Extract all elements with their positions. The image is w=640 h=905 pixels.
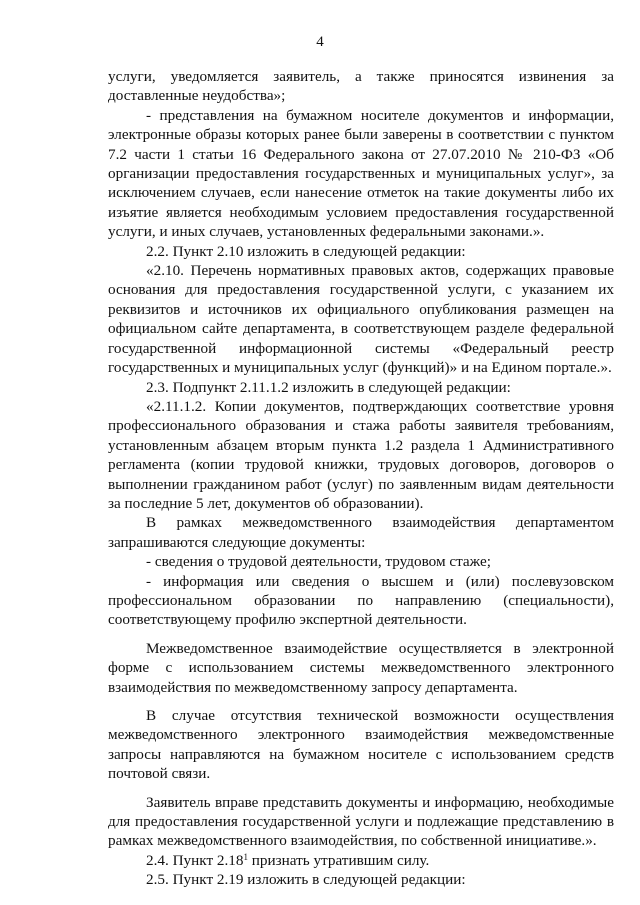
paragraph-electronic-interaction: Межведомственное взаимодействие осуществляется в электронной форме с использованием системы межведомственного электронного взаимодействия по межведомственному запросу департамента. <box>108 639 614 696</box>
paragraph-2-10-text: «2.10. Перечень нормативных правовых актов, содержащих правовые основания для предоставления государственной услуги, с указанием их реквизитов и источников их официального опубликования размещен на официальном сайте департамента, в соответствующем разделе федеральной государственной информационной системы «Федеральный реестр государственных и муниципальных услуг (функций)» и на Едином портале.». <box>108 262 614 377</box>
page-number: 4 <box>316 34 324 50</box>
paragraph-item-2-3: 2.3. Подпункт 2.11.1.2 изложить в следующей редакции: <box>146 378 511 396</box>
paragraph-services-notification: услуги, уведомляется заявитель, а также приносятся извинения за доставленные неудобства»; <box>108 68 614 105</box>
paragraph-postal-requests: В случае отсутствия технической возможности осуществления межведомственного электронного взаимодействия межведомственные запросы направляются на бумажном носителе с использованием средств почтовой связи. <box>108 707 614 783</box>
list-item-labor-info: - сведения о трудовой деятельности, трудовом стаже; <box>146 553 491 571</box>
paragraph-applicant-initiative: Заявитель вправе представить документы и информацию, необходимые для предоставления государственной услуги и подлежащие представлению в рамках межведомственного взаимодействия, по собственной инициативе.». <box>108 793 614 850</box>
item-2-4-text: 2.4. Пункт 2.18 <box>146 851 244 869</box>
paragraph-item-2-2: 2.2. Пункт 2.10 изложить в следующей редакции: <box>146 242 466 260</box>
document-body <box>108 67 614 890</box>
superscript-index: 1 <box>243 851 248 862</box>
paragraph-2-11-1-2-text: «2.11.1.2. Копии документов, подтверждающих соответствие уровня профессионального образования и стажа работы заявителя требованиям, установленным абзацем вторым пункта 1.2 раздела 1 Административного регламента (копии трудовой книжки, трудовых договоров, договоров о выполнении гражданином работ (услуг) по заявленным видам деятельности за последние 5 лет, документов об образовании). <box>108 397 614 512</box>
paragraph-paper-documents: - представления на бумажном носителе документов и информации, электронные образы которых ранее были заверены в соответствии с пунктом 7.2 части 1 статьи 16 Федерального закона от 27.07.2010 № 210-ФЗ «Об организации предоставления государственных и муниципальных услуг», за исключением случаев, если нанесение отметок на такие документы либо их изъятие является необходимым условием предоставления государственной услуги, и иных случаев, установленных федеральными законами.». <box>108 106 614 241</box>
paragraph-item-2-4 <box>108 851 614 870</box>
paragraph-interagency-requests: В рамках межведомственного взаимодействия департаментом запрашиваются следующие документы: <box>108 514 614 551</box>
paragraph-item-2-5: 2.5. Пункт 2.19 изложить в следующей редакции: <box>146 871 466 889</box>
list-item-education-info: - информация или сведения о высшем и (или) послевузовском профессиональном образовании по направлению (специальности), соответствующему профилю экспертной деятельности. <box>108 572 614 629</box>
item-2-4-tail: признать утратившим силу. <box>247 851 430 869</box>
